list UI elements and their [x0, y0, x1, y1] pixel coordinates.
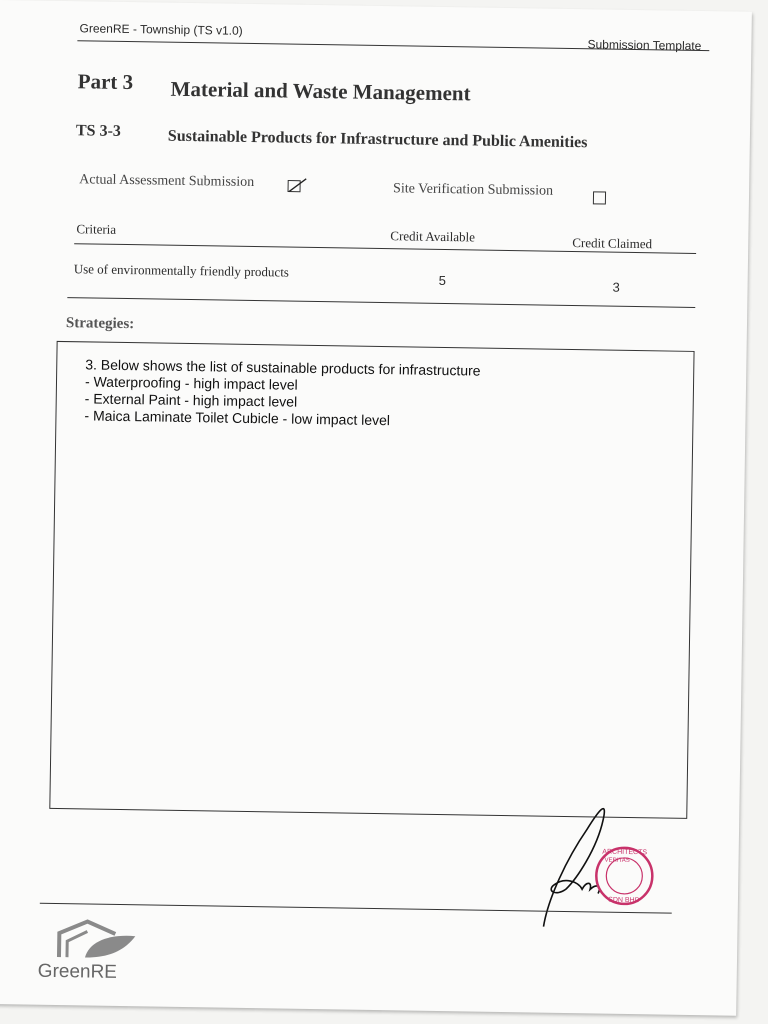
header-document-name: GreenRE - Township (TS v1.0): [79, 21, 243, 38]
signature-and-stamp: [525, 788, 677, 930]
header-template-label: Submission Template: [587, 37, 702, 54]
site-verification-checkbox[interactable]: [593, 191, 606, 204]
greenre-logo-text: GreenRE: [37, 960, 118, 983]
part-number: Part 3: [77, 69, 134, 95]
table-bottom-divider: [67, 297, 695, 308]
strategy-line: - External Paint - high impact level: [84, 390, 298, 410]
strategy-line: - Waterproofing - high impact level: [84, 373, 298, 393]
column-header-criteria: Criteria: [76, 221, 117, 237]
svg-text:ARCHITECTS: ARCHITECTS: [602, 848, 648, 857]
column-header-credit-claimed: Credit Claimed: [572, 235, 653, 252]
svg-text:SDN BHD: SDN BHD: [608, 896, 640, 905]
company-stamp: [596, 847, 653, 904]
section-code: TS 3-3: [75, 122, 121, 140]
table-row-credit-available: 5: [438, 272, 447, 289]
strategies-heading: Strategies:: [65, 315, 135, 333]
strategy-line: 3. Below shows the list of sustainable products for infrastructure: [85, 356, 481, 379]
column-header-credit-available: Credit Available: [390, 228, 476, 245]
part-title: Material and Waste Management: [170, 76, 471, 106]
table-row-criteria: Use of environmentally friendly products: [73, 261, 290, 280]
actual-assessment-checkbox[interactable]: [287, 178, 307, 194]
strategies-text-box: [49, 341, 694, 819]
svg-text:VERITAS: VERITAS: [604, 857, 630, 864]
actual-assessment-label: Actual Assessment Submission: [79, 172, 255, 191]
site-verification-label: Site Verification Submission: [392, 181, 554, 199]
table-row-credit-claimed: 3: [612, 279, 620, 295]
handwritten-signature: [544, 808, 605, 928]
strategy-line: - Maica Laminate Toilet Cubicle - low impact level: [84, 407, 391, 429]
section-title: Sustainable Products for Infrastructure and Public Amenities: [167, 127, 588, 152]
